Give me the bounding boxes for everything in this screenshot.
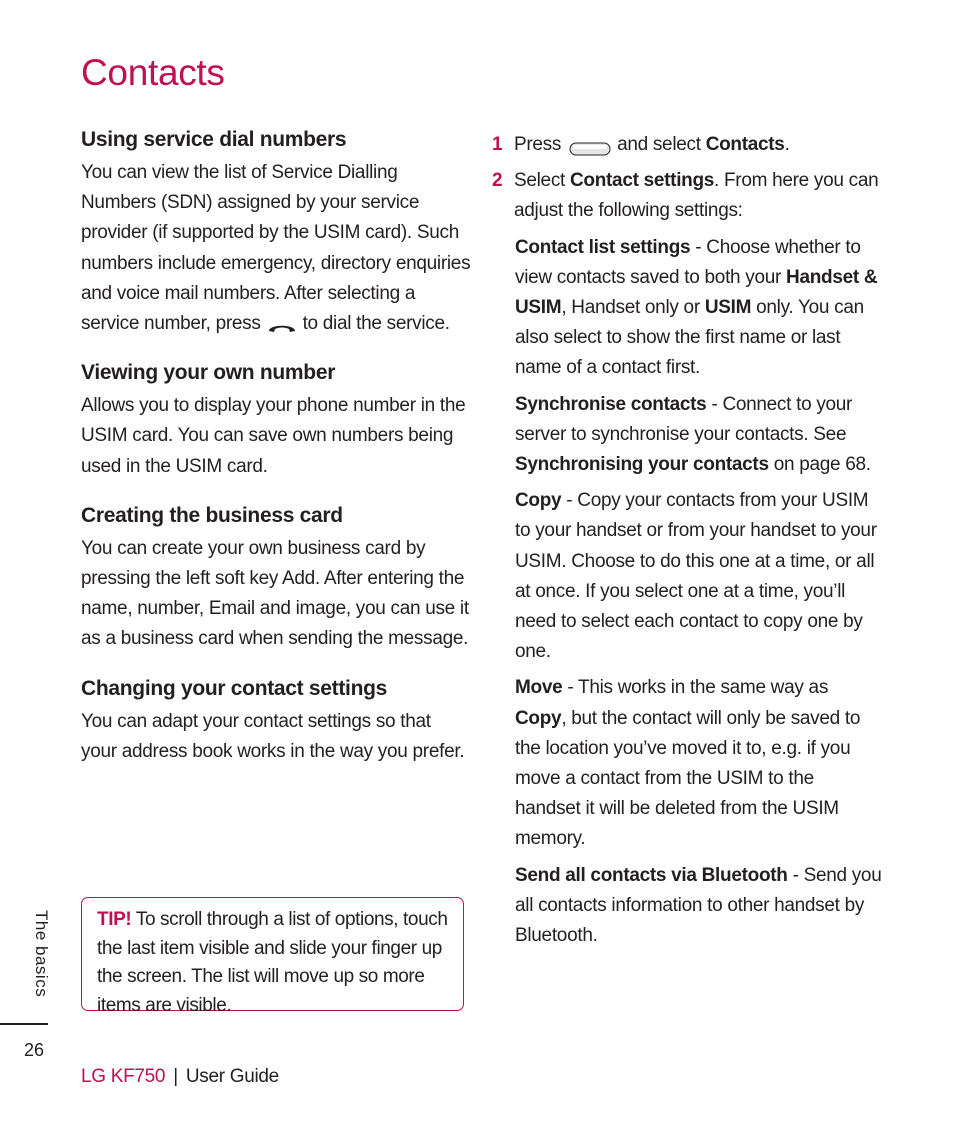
step-bold: Contacts (705, 134, 785, 155)
step-2 (492, 166, 882, 226)
step-text: and select (617, 134, 701, 155)
section-own-number (81, 361, 471, 482)
setting-name: Copy (515, 490, 562, 512)
step-bold: Contact settings (570, 170, 715, 192)
setting-bold: Handset & USIM (515, 266, 878, 319)
side-chapter-label: The basics (32, 910, 51, 998)
footer (81, 1066, 279, 1088)
section-business-card (81, 504, 471, 655)
setting-text: - Send you all contacts information to other handset by Bluetooth. (515, 864, 882, 947)
setting-bold: USIM (704, 297, 752, 319)
section-text: Allows you to display your phone number in the USIM card. You can save own numbers being used in the USIM card. (81, 395, 466, 477)
section-service-dial (81, 128, 471, 339)
section-contact-settings (81, 677, 471, 767)
step-text: . From here you can adjust the following settings: (514, 170, 879, 222)
setting-contact-list (515, 233, 882, 384)
setting-text: - Copy your contacts from your USIM to your handset or from your handset to your USIM. Choose to do this one at a time, or all at once. If you select one at a time, you’ll need to select each contact to copy one by one. (515, 490, 877, 663)
setting-text: on page 68. (773, 454, 871, 476)
section-text-part: to dial the service. (302, 313, 450, 335)
footer-guide: User Guide (185, 1066, 279, 1087)
menu-key-icon (569, 136, 611, 150)
setting-text: - Connect to your server to synchronise your contacts. See (515, 393, 853, 445)
setting-text: only. You can also select to show the first name or last name of a contact first. (515, 297, 864, 379)
section-text: You can create your own business card by pressing the left soft key Add. After entering the name, number, Email and image, you can use it as a business card when sending the message. (81, 537, 469, 650)
section-heading: Creating the business card (81, 503, 343, 527)
step-text: Press (514, 134, 562, 155)
page-title: Contacts (81, 52, 225, 93)
setting-text: , but the contact will only be saved to the location you’ve moved it to, e.g. if you move a contact from the USIM to the handset it will be deleted from the USIM memory. (515, 707, 861, 850)
tip-box (81, 897, 464, 1016)
setting-name: Contact list settings (515, 236, 691, 258)
setting-synchronise (515, 390, 882, 481)
footer-brand: LG KF750 (81, 1066, 166, 1087)
setting-text: - This works in the same way as (567, 677, 829, 699)
setting-name: Move (515, 677, 563, 699)
tip-text: To scroll through a list of options, touch the last item visible and slide your finger up the screen. The list will move up so more items are visible. (97, 909, 448, 1016)
section-text-part: You can view the list of Service Dialling Numbers (SDN) assigned by your service provider (if supported by the USIM card). Such numbers include emergency, directory enquiries and voice mail numbers. After selecting a service number, press (81, 162, 471, 335)
setting-name: Synchronise contacts (515, 393, 707, 415)
tip-label: TIP! (97, 909, 132, 930)
section-text (81, 158, 471, 339)
right-column (492, 130, 882, 951)
step-1 (492, 130, 882, 160)
setting-bold: Synchronising your contacts (515, 454, 769, 476)
footer-separator: | (173, 1066, 178, 1087)
step-text: . (784, 134, 790, 155)
setting-send-bluetooth (515, 861, 882, 952)
section-heading: Changing your contact settings (81, 676, 388, 700)
section-text: You can adapt your contact settings so that your address book works in the way you prefer. (81, 710, 465, 762)
step-number: 2 (492, 170, 503, 192)
page-number: 26 (24, 1040, 45, 1060)
call-key-icon (267, 315, 297, 329)
section-heading: Using service dial numbers (81, 128, 347, 151)
step-text: Select (514, 170, 566, 192)
side-divider (0, 1023, 48, 1025)
left-column (81, 128, 471, 789)
setting-copy (515, 486, 882, 667)
step-number: 1 (492, 134, 503, 155)
setting-bold: Copy (515, 707, 562, 729)
setting-move (515, 673, 882, 854)
section-heading: Viewing your own number (81, 361, 336, 385)
setting-name: Send all contacts via Bluetooth (515, 864, 788, 886)
setting-text: - Choose whether to view contacts saved to both your (515, 236, 861, 288)
setting-text: , Handset only or (561, 297, 700, 319)
